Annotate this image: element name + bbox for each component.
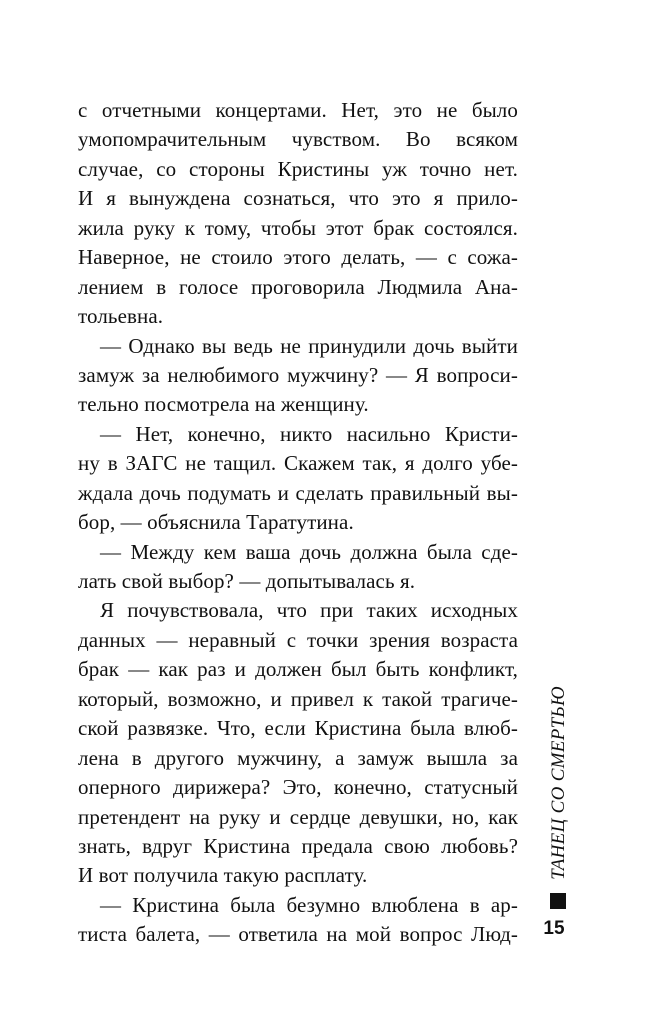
text-line: Я почувствовала, что при таких исходных (100, 598, 518, 623)
text-line: замуж за нелюбимого мужчину? — Я вопроси- (78, 362, 518, 387)
text-line: ну в ЗАГС не тащил. Скажем так, я долго убе- (78, 451, 518, 476)
text-line: тиста балета, — ответила на мой вопрос Люд- (78, 922, 518, 947)
text-line: И вот получила такую расплату. (78, 863, 368, 888)
text-line: знать, вдруг Кристина предала свою любовь? (78, 833, 518, 858)
text-line: умопомрачительным чувством. Во всяком (78, 127, 518, 152)
text-line: лать свой выбор? — допытывалась я. (78, 569, 416, 593)
page-body-text (78, 96, 518, 950)
text-line: — Однако вы ведь не принудили дочь выйти (100, 333, 518, 358)
text-line: случае, со стороны Кристины уж точно нет. (78, 156, 518, 181)
text-line: тольевна. (78, 304, 164, 329)
text-line: жила руку к тому, чтобы этот брак состоялся. (78, 215, 518, 240)
text-line: лением в голосе проговорила Людмила Ана- (78, 274, 518, 299)
running-title-text: ТАНЕЦ СО СМЕРТЬЮ (548, 686, 569, 880)
text-line: данных — неравный с точки зрения возраста (78, 627, 518, 652)
text-line: брак — как раз и должен был быть конфликт, (78, 657, 518, 682)
square-marker-icon (550, 893, 566, 909)
text-line: тельно посмотрела на женщину. (78, 392, 369, 417)
text-line: — Кристина была безумно влюблена в ар- (100, 892, 518, 917)
text-line: который, возможно, и привел к такой трагиче- (78, 686, 518, 711)
text-line: бор, — объяснила Таратутина. (78, 510, 354, 535)
text-line: претендент на руку и сердце девушки, но, как (78, 804, 518, 829)
page-number: 15 (543, 918, 565, 939)
text-line: ждала дочь подумать и сделать правильный вы- (78, 480, 518, 505)
text-line: оперного дирижера? Это, конечно, статусный (78, 775, 518, 800)
text-line: с отчетными концертами. Нет, это не было (78, 98, 518, 122)
running-title (548, 688, 570, 878)
text-line: — Нет, конечно, никто насильно Кристи- (100, 421, 518, 446)
text-line: — Между кем ваша дочь должна была сде- (100, 539, 518, 564)
text-line: Наверное, не стоило этого делать, — с сожа- (78, 245, 518, 270)
text-line: лена в другого мужчину, а замуж вышла за (78, 745, 518, 770)
text-line: ской развязке. Что, если Кристина была влюб- (78, 716, 518, 741)
text-line: И я вынуждена сознаться, что это я прило- (78, 186, 518, 211)
